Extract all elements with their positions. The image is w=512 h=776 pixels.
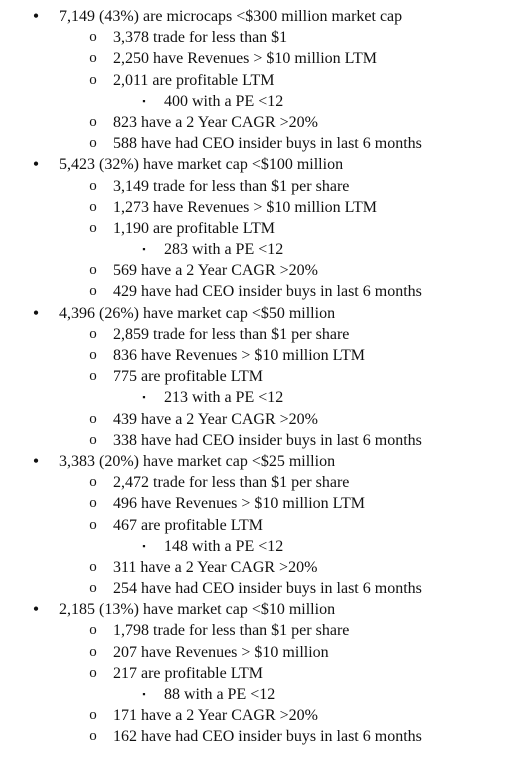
bullet-square-icon: ▪	[142, 244, 146, 255]
sub-item-price	[0, 324, 512, 345]
sub-item-text: 569 have a 2 Year CAGR >20%	[113, 262, 318, 280]
sub-item-price	[0, 472, 512, 493]
sub-item-profitable	[0, 218, 512, 239]
bullet-document	[0, 6, 512, 748]
sub-item-price	[0, 176, 512, 197]
sub-sub-item-pe	[0, 387, 512, 408]
bullet-circle-icon: o	[89, 347, 97, 363]
sub-item-insider	[0, 281, 512, 302]
sub-item-text: 338 have had CEO insider buys in last 6 months	[113, 431, 422, 449]
sub-item-text: 588 have had CEO insider buys in last 6 months	[113, 135, 422, 153]
sub-item-revenue	[0, 642, 512, 663]
sub-item-insider	[0, 726, 512, 747]
sub-sub-item-text: 283 with a PE <12	[164, 241, 284, 259]
bullet-circle-icon: o	[89, 431, 97, 448]
bullet-circle-icon: o	[89, 622, 97, 639]
bullet-circle-icon: o	[89, 643, 97, 660]
sub-item-text: 254 have had CEO insider buys in last 6 months	[113, 580, 422, 598]
sub-item-text: 1,190 are profitable LTM	[113, 219, 276, 237]
sub-item-cagr	[0, 557, 512, 578]
sub-item-profitable	[0, 663, 512, 684]
bullet-circle-icon: o	[89, 474, 97, 491]
bullet-dot-icon: •	[32, 302, 40, 323]
bullet-circle-icon: o	[89, 219, 97, 236]
bullet-circle-icon: o	[89, 177, 97, 194]
sub-sub-item-pe	[0, 91, 512, 112]
sub-item-insider	[0, 430, 512, 451]
bullet-circle-icon: o	[89, 113, 97, 130]
headline-text: 3,383 (20%) have market cap <$25 million	[59, 452, 336, 470]
bullet-circle-icon: o	[89, 198, 97, 215]
bullet-circle-icon: o	[89, 516, 97, 533]
sub-item-text: 467 are profitable LTM	[113, 516, 264, 534]
sub-item-text: 2,859 trade for less than $1 per share	[113, 325, 350, 343]
bullet-circle-icon: o	[89, 262, 97, 279]
sub-sub-item-text: 88 with a PE <12	[164, 686, 276, 703]
bullet-circle-icon: o	[89, 50, 97, 67]
group-headline	[0, 303, 512, 324]
sub-sub-item-text: 213 with a PE <12	[164, 389, 284, 407]
sub-item-text: 439 have a 2 Year CAGR >20%	[113, 410, 318, 428]
bullet-dot-icon: •	[32, 6, 40, 26]
sub-item-revenue	[0, 493, 512, 514]
bullet-circle-icon: o	[89, 495, 97, 512]
bullet-circle-icon: o	[89, 410, 97, 427]
sub-item-profitable	[0, 70, 512, 91]
bullet-circle-icon: o	[89, 664, 97, 681]
sub-item-cagr	[0, 705, 512, 726]
sub-item-revenue	[0, 197, 512, 218]
sub-item-cagr	[0, 409, 512, 430]
sub-item-text: 3,378 trade for less than $1	[113, 29, 288, 47]
group-headline	[0, 154, 512, 175]
sub-item-price	[0, 620, 512, 641]
sub-item-revenue	[0, 345, 512, 366]
sub-item-text: 2,250 have Revenues > $10 million LTM	[113, 50, 377, 68]
headline-text: 7,149 (43%) are microcaps <$300 million market cap	[59, 8, 403, 25]
bullet-dot-icon: •	[32, 450, 40, 471]
group-headline	[0, 599, 512, 620]
sub-sub-item-text: 400 with a PE <12	[164, 92, 284, 110]
bullet-square-icon: ▪	[142, 95, 146, 106]
group-headline	[0, 451, 512, 472]
sub-item-text: 775 are profitable LTM	[113, 368, 264, 386]
sub-item-price	[0, 27, 512, 48]
sub-item-text: 1,798 trade for less than $1 per share	[113, 622, 350, 640]
sub-item-text: 496 have Revenues > $10 million LTM	[113, 495, 365, 513]
sub-item-cagr	[0, 112, 512, 133]
bullet-square-icon: ▪	[142, 689, 146, 699]
bullet-circle-icon: o	[89, 558, 97, 575]
bullet-circle-icon: o	[89, 283, 97, 300]
sub-item-text: 836 have Revenues > $10 million LTM	[113, 347, 365, 364]
bullet-circle-icon: o	[89, 29, 97, 46]
sub-item-profitable	[0, 366, 512, 387]
sub-sub-item-pe	[0, 239, 512, 260]
sub-item-text: 311 have a 2 Year CAGR >20%	[113, 558, 318, 576]
sub-item-profitable	[0, 515, 512, 536]
bullet-circle-icon: o	[89, 135, 97, 152]
bullet-square-icon: ▪	[142, 540, 146, 551]
sub-item-insider	[0, 133, 512, 154]
sub-item-revenue	[0, 48, 512, 69]
sub-item-text: 162 have had CEO insider buys in last 6 months	[113, 728, 422, 746]
sub-item-text: 2,011 are profitable LTM	[113, 71, 275, 89]
sub-item-text: 171 have a 2 Year CAGR >20%	[113, 707, 318, 725]
sub-item-text: 207 have Revenues > $10 million	[113, 643, 329, 661]
sub-item-text: 823 have a 2 Year CAGR >20%	[113, 113, 318, 131]
bullet-circle-icon: o	[89, 325, 97, 342]
bullet-square-icon: ▪	[142, 392, 146, 403]
sub-item-text: 1,273 have Revenues > $10 million LTM	[113, 198, 377, 216]
headline-text: 4,396 (26%) have market cap <$50 million	[59, 304, 336, 322]
sub-item-insider	[0, 578, 512, 599]
sub-sub-item-pe	[0, 536, 512, 557]
group-headline	[0, 6, 512, 27]
bullet-dot-icon: •	[32, 154, 40, 175]
bullet-dot-icon: •	[32, 599, 40, 620]
sub-item-cagr	[0, 260, 512, 281]
headline-text: 2,185 (13%) have market cap <$10 million	[59, 601, 336, 619]
headline-text: 5,423 (32%) have market cap <$100 million	[59, 156, 344, 174]
sub-sub-item-pe	[0, 684, 512, 705]
bullet-circle-icon: o	[89, 707, 97, 724]
sub-item-text: 2,472 trade for less than $1 per share	[113, 474, 350, 492]
sub-item-text: 429 have had CEO insider buys in last 6 months	[113, 283, 422, 301]
bullet-circle-icon: o	[89, 728, 97, 745]
sub-item-text: 3,149 trade for less than $1 per share	[113, 177, 350, 195]
bullet-circle-icon: o	[89, 71, 97, 88]
sub-sub-item-text: 148 with a PE <12	[164, 537, 284, 555]
sub-item-text: 217 are profitable LTM	[113, 664, 264, 682]
bullet-circle-icon: o	[89, 580, 97, 597]
bullet-circle-icon: o	[89, 368, 97, 385]
